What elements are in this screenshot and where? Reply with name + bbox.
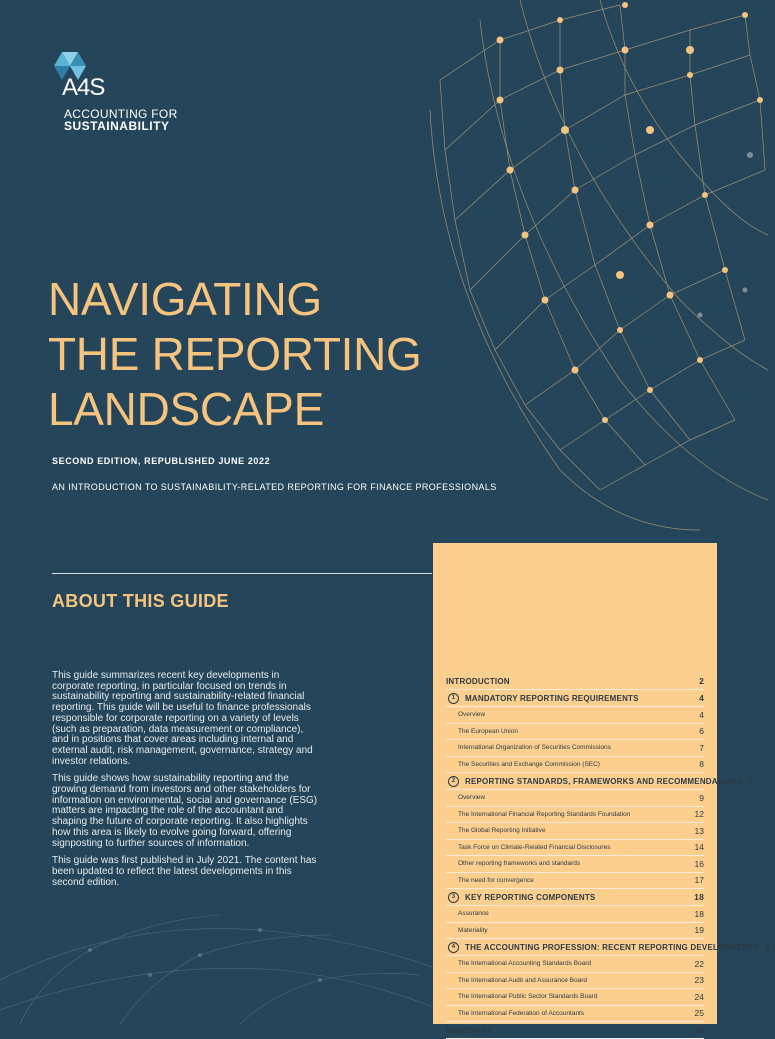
toc-section-row[interactable] <box>446 1022 704 1039</box>
toc-entry-label <box>458 794 485 801</box>
toc-entry-label <box>458 761 600 768</box>
toc-entry-label <box>446 1026 492 1035</box>
toc-section-row[interactable] <box>446 673 704 690</box>
toc-page-number: 17 <box>694 875 704 886</box>
toc-page-number: 12 <box>694 809 704 820</box>
toc-subsection-row[interactable] <box>446 923 704 940</box>
toc-entry-label <box>458 711 485 718</box>
toc-entry-text: KEY REPORTING COMPONENTS <box>465 892 596 902</box>
logo-line-2: SUSTAINABILITY <box>64 119 170 133</box>
toc-section-row[interactable] <box>446 889 704 906</box>
toc-entry-label <box>458 744 611 751</box>
about-paragraph-2: This guide shows how sustainability reporting and the growing demand from investors and other stakeholders for information on environmental, social and governance (ESG) matters are impacting the role of the accountant and shaping the future of corporate reporting. It also highlights how this area is likely to evolve going forward, offering signposting to further sources of information. <box>52 773 318 849</box>
bottom-network-illustration <box>0 900 440 1024</box>
toc-entry-text: The International Federation of Accountants <box>458 1009 585 1017</box>
toc-subsection-row[interactable] <box>446 873 704 890</box>
about-paragraph-3: This guide was first published in July 2021. The content has been updated to reflect the latest developments in this second edition. <box>52 855 317 888</box>
toc-subsection-row[interactable] <box>446 707 704 724</box>
toc-page-number: 8 <box>699 759 704 770</box>
section-number-icon: 3 <box>448 892 459 903</box>
toc-entry-text: Task Force on Climate-Related Financial Disclosures <box>458 843 611 851</box>
toc-entry-label <box>458 977 587 984</box>
toc-subsection-row[interactable] <box>446 740 704 757</box>
toc-entry-label <box>458 811 630 818</box>
toc-entry-text: Assurance <box>458 910 489 918</box>
toc-entry-label <box>458 827 545 834</box>
toc-entry-text: The European Union <box>458 727 518 735</box>
toc-entry-text: The International Audit and Assurance Board <box>458 976 588 984</box>
toc-page-number: 19 <box>694 925 704 936</box>
toc-entry-label <box>458 1010 584 1017</box>
toc-section-row[interactable] <box>446 773 754 790</box>
about-heading: ABOUT THIS GUIDE <box>52 591 229 611</box>
toc-entry-label <box>458 844 610 851</box>
toc-page-number: 6 <box>699 726 704 737</box>
toc-entry-label <box>446 776 743 787</box>
toc-entry-label <box>458 910 489 917</box>
toc-entry-text: Materiality <box>458 926 488 934</box>
toc-entry-text: Other reporting frameworks and standards <box>458 860 581 868</box>
title-line-3: LANDSCAPE <box>48 383 324 435</box>
toc-page-number: 24 <box>694 991 704 1002</box>
toc-entry-text: GLOSSARY <box>446 1025 493 1035</box>
logo-line-1: ACCOUNTING FOR <box>64 107 178 121</box>
toc-page-number: 9 <box>748 776 754 786</box>
title-line-2: THE REPORTING <box>48 328 422 380</box>
toc-entry-text: International Organization of Securities Commissions <box>458 744 611 752</box>
toc-section-row[interactable] <box>446 690 704 707</box>
toc-page-number: 14 <box>694 842 704 853</box>
section-number-icon: 2 <box>448 776 459 787</box>
toc-entry-text: The Global Reporting Initiative <box>458 827 546 835</box>
toc-subsection-row[interactable] <box>446 973 704 990</box>
section-number-icon: 1 <box>448 693 459 704</box>
toc-page-number: 2 <box>699 676 704 686</box>
title-line-1: NAVIGATING <box>48 273 322 325</box>
toc-page-number: 21 <box>765 942 775 952</box>
toc-page-number: 22 <box>694 958 704 969</box>
toc-subsection-row[interactable] <box>446 989 704 1006</box>
toc-page-number: 25 <box>694 1008 704 1019</box>
table-of-contents <box>446 673 775 1039</box>
toc-subsection-row[interactable] <box>446 1006 704 1023</box>
toc-entry-text: Overview <box>458 794 486 802</box>
toc-page-number: 18 <box>694 908 704 919</box>
toc-subsection-row[interactable] <box>446 790 704 807</box>
toc-entry-text: The International Accounting Standards Board <box>458 960 591 968</box>
toc-entry-text: Overview <box>458 711 486 719</box>
toc-subsection-row[interactable] <box>446 823 704 840</box>
section-number-icon: 4 <box>448 942 459 953</box>
toc-page-number: 9 <box>699 792 704 803</box>
toc-entry-text: THE ACCOUNTING PROFESSION: RECENT REPORTING DEVELOPMENTS <box>465 942 760 952</box>
divider-rule <box>52 573 432 574</box>
toc-entry-label <box>458 927 488 934</box>
edition-label: SECOND EDITION, REPUBLISHED JUNE 2022 <box>52 456 271 466</box>
toc-entry-label <box>458 860 580 867</box>
toc-entry-label <box>446 942 759 953</box>
toc-entry-text: REPORTING STANDARDS, FRAMEWORKS AND RECOMMENDATIONS <box>465 776 743 786</box>
toc-entry-label <box>446 693 639 704</box>
toc-page-number: 16 <box>694 858 704 869</box>
toc-entry-label <box>458 993 597 1000</box>
toc-entry-label <box>446 677 510 686</box>
document-title <box>48 272 468 437</box>
toc-page-number: 26 <box>694 1025 704 1035</box>
toc-entry-label <box>458 728 518 735</box>
toc-subsection-row[interactable] <box>446 906 704 923</box>
toc-entry-text: The need for convergence <box>458 876 534 884</box>
toc-entry-text: The International Financial Reporting Standards Foundation <box>458 810 631 818</box>
about-paragraph-1: This guide summarizes recent key developments in corporate reporting, in particular focused on trends in sustainability reporting and sustainability-related financial reporting. This guide will be useful to finance professionals responsible for corporate reporting on a variety of levels (such as preparation, data measurement or compliance), and in positions that cover areas including internal and external audit, risk management, governance, strategy and investor relations. <box>52 670 313 767</box>
toc-subsection-row[interactable] <box>446 956 704 973</box>
toc-subsection-row[interactable] <box>446 807 704 824</box>
toc-entry-text: MANDATORY REPORTING REQUIREMENTS <box>465 693 639 703</box>
logo-mark-text: A4S <box>62 74 105 101</box>
toc-entry-text: INTRODUCTION <box>446 676 510 686</box>
toc-page-number: 18 <box>694 892 704 902</box>
toc-page-number: 23 <box>694 975 704 986</box>
toc-subsection-row[interactable] <box>446 757 704 774</box>
toc-entry-text: The International Public Sector Standards Board <box>458 993 598 1001</box>
toc-subsection-row[interactable] <box>446 724 704 741</box>
toc-entry-label <box>458 960 591 967</box>
toc-entry-label <box>458 877 534 884</box>
toc-section-row[interactable] <box>446 939 775 956</box>
about-body <box>52 671 320 895</box>
toc-entry-label <box>446 892 595 903</box>
toc-entry-text: The Securities and Exchange Commission (SEC) <box>458 760 600 768</box>
toc-page-number: 7 <box>699 742 704 753</box>
toc-page-number: 4 <box>699 709 704 720</box>
toc-subsection-row[interactable] <box>446 840 704 857</box>
toc-page-number: 4 <box>699 693 704 703</box>
subtitle: AN INTRODUCTION TO SUSTAINABILITY-RELATED REPORTING FOR FINANCE PROFESSIONALS <box>52 482 497 492</box>
toc-subsection-row[interactable] <box>446 856 704 873</box>
a4s-logo <box>50 52 210 132</box>
toc-page-number: 13 <box>694 825 704 836</box>
